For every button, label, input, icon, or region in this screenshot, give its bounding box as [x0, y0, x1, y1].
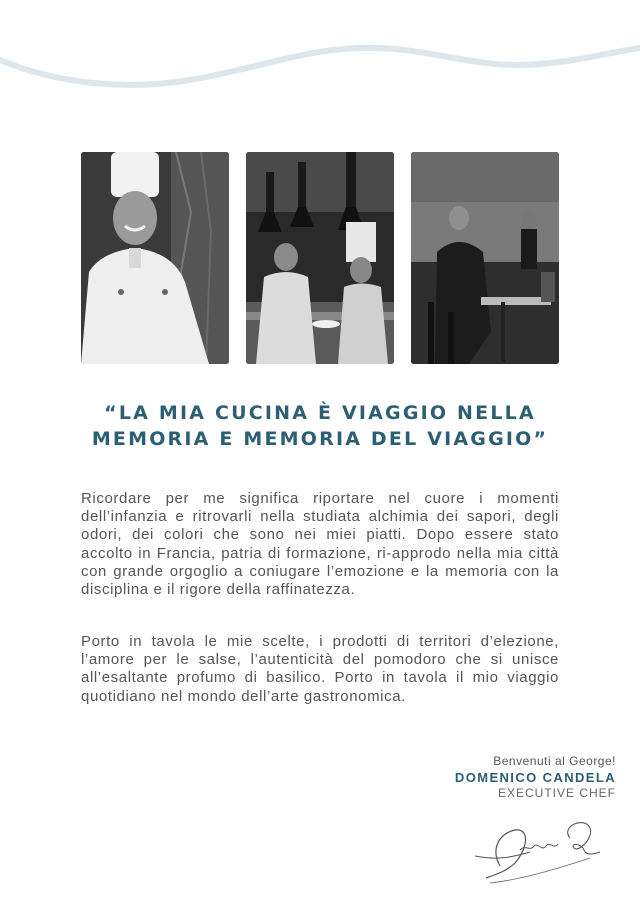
chef-title: EXECUTIVE CHEF — [497, 786, 616, 800]
chef-name: DOMENICO CANDELA — [454, 770, 616, 785]
quote-line-1: “LA MIA CUCINA È VIAGGIO NELLA — [104, 402, 536, 424]
welcome-text: Benvenuti al George! — [493, 754, 616, 768]
headline-quote — [40, 400, 600, 452]
photo-strip — [81, 152, 559, 364]
dining-room-photo — [411, 152, 559, 364]
wave-decoration — [0, 40, 640, 100]
chef-portrait-photo — [81, 152, 229, 364]
signature-block — [396, 754, 616, 800]
quote-line-2: MEMORIA E MEMORIA DEL VIAGGIO” — [91, 428, 549, 450]
body-paragraph-2: Porto in tavola le mie scelte, i prodotti di territori d’elezione, l’amore per le salse, l’autenticità del pomodoro che si unisce all’esaltante profumo di basilico. Porto in tavola il mio viaggio quotidiano nel mondo dell’arte gastronomica. — [81, 633, 559, 705]
kitchen-photo — [246, 152, 394, 364]
handwritten-signature — [470, 808, 610, 888]
body-paragraph-1: Ricordare per me significa riportare nel cuore i momenti dell’infanzia e ritrovarli nella studiata alchimia dei sapori, degli odori, dei colori che sono nei miei piatti. Dopo essere stato accolto in Francia, patria di formazione, ri-approdo nella mia città con grande orgoglio a coniugare l’emozione e la memoria con la disciplina e il rigore della raffinatezza. — [81, 490, 559, 599]
